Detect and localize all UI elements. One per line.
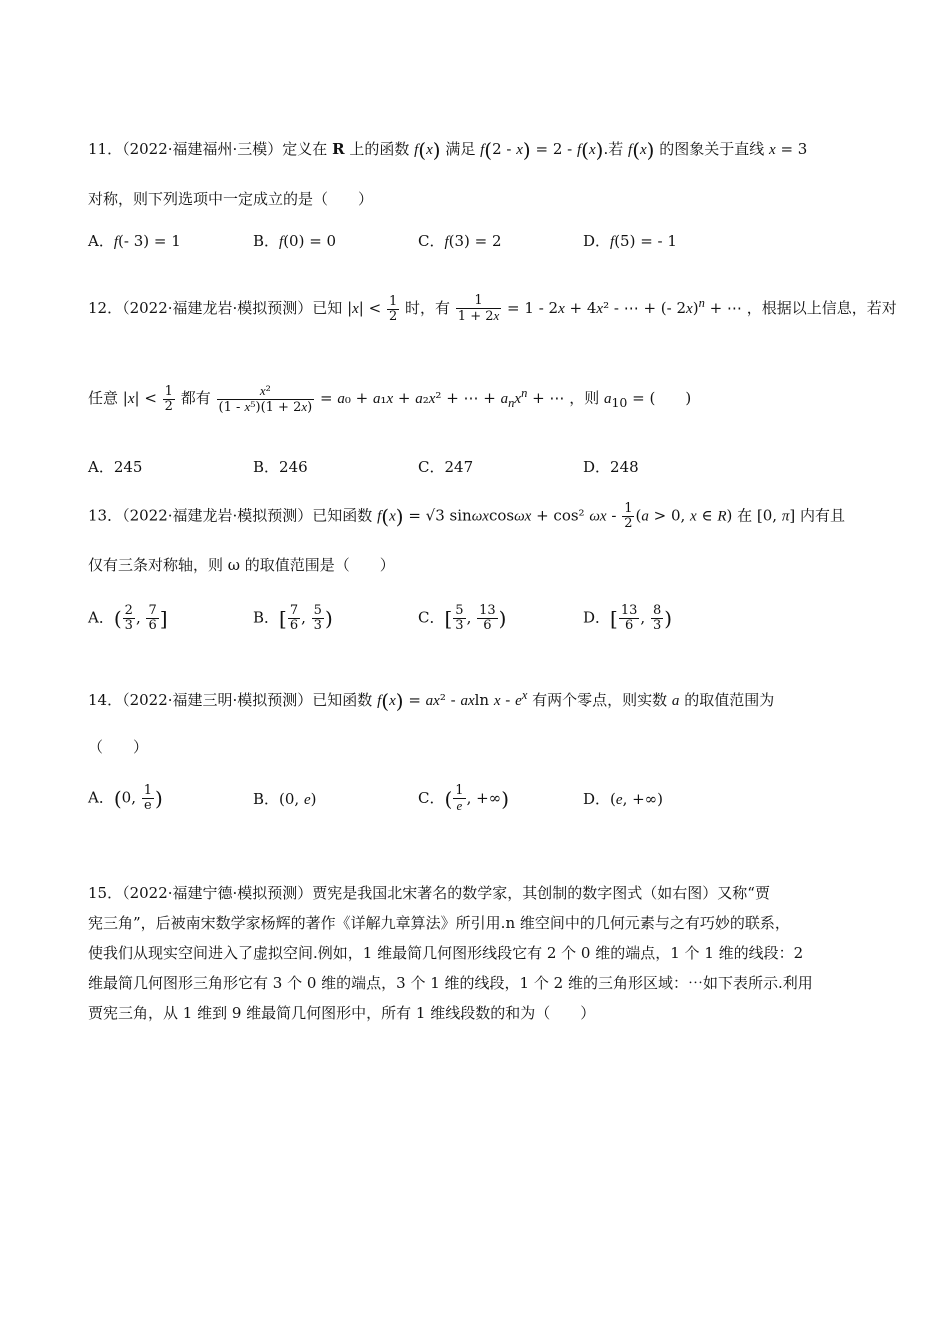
q15-line-2: 宪三角”，后被南宋数学家杨辉的著作《详解九章算法》所引用.n 维空间中的几何元素与之有巧妙的联系，	[88, 914, 790, 932]
q13-option-a: A．( $\frac{2}{3}$ , $\frac{7}{6}$ ]	[88, 603, 168, 633]
q13-option-c: C．[ $\frac{5}{3}$ , $\frac{13}{6}$ )	[418, 603, 507, 633]
q11-option-d: D．f(5) = - 1	[583, 232, 677, 250]
q12-option-b: B．246	[253, 458, 308, 476]
q14-option-a: A．(0, $\frac{1}{e}$ )	[88, 783, 163, 813]
q14-option-c: C．( $\frac{1}{e}$ , +∞)	[418, 783, 509, 813]
q11-option-c: C．f(3) = 2	[418, 232, 502, 250]
q13-stem-line2: 仅有三条对称轴，则 ω 的取值范围是（ ）	[88, 556, 395, 574]
q11-option-a: A．f(- 3) = 1	[88, 232, 181, 250]
q15-line-5: 贾宪三角，从 1 维到 9 维最简几何图形中，所有 1 维线段数的和为（ ）	[88, 1004, 596, 1022]
q11-prefix: 11．（2022·福建福州·三模）定义在	[88, 140, 333, 158]
q12-option-d: D．248	[583, 458, 639, 476]
q11-option-b: B．f(0) = 0	[253, 232, 337, 250]
q13-option-d: D．[ $\frac{13}{6}$ , $\frac{8}{3}$ )	[583, 603, 673, 633]
q11-stem-line2: 对称，则下列选项中一定成立的是（ ）	[88, 190, 374, 208]
q12-stem-line2: 任意 |x| < $\frac{1}{2}$ 都有 $\frac{\text{x²}}{\text{(1 - x⁵)(1 + 2x)}}$ = a₀ + a₁x + a₂x² + ⋯ + $a_nx^n$ + ⋯ ，则 $a_{10}$ = ( )	[88, 382, 692, 415]
q15-line-1: 15．（2022·福建宁德·模拟预测）贾宪是我国北宋著名的数学家，其创制的数字图式（如右图）又称“贾	[88, 884, 770, 902]
q14-option-b: B．(0, e)	[253, 790, 317, 808]
q12-option-c: C．247	[418, 458, 474, 476]
q14-stem-line2: （ ）	[88, 738, 149, 756]
q15-line-4: 维最简几何图形三角形它有 3 个 0 维的端点，3 个 1 维的线段，1 个 2 维的三角形区域：⋯如下表所示.利用	[88, 974, 813, 992]
q15-line-3: 使我们从现实空间进入了虚拟空间.例如，1 维最简几何图形线段它有 2 个 0 维的端点，1 个 1 维的线段：2	[88, 944, 804, 962]
q14-stem-line1: 14．（2022·福建三明·模拟预测）已知函数 f(x) = ax² - axln x - $e^x$ 有两个零点，则实数 a 的取值范围为	[88, 688, 775, 713]
q13-option-b: B．[ $\frac{7}{6}$ , $\frac{5}{3}$ )	[253, 603, 333, 633]
q14-option-d: D．(e, +∞)	[583, 790, 664, 808]
q12-option-a: A．245	[88, 458, 143, 476]
q13-stem-line1: 13．（2022·福建龙岩·模拟预测）已知函数 f(x) = √3 sinωxcosωx + cos² ωx - $\frac{1}{2}$ (a > 0, x ∈ R) 在 [0, π] 内有且	[88, 501, 845, 531]
q15-paragraph	[88, 878, 868, 1028]
q12-stem-line1: 12．（2022·福建龙岩·模拟预测）已知 |x| < $\frac{1}{2}$ 时，有 $\frac{1}{1 + 2x}$ = 1 - 2x + 4x² - ⋯ + (- 2x)$^n$ + ⋯ ，根据以上信息，若对	[88, 293, 897, 324]
q11-stem-line1: 11．（2022·福建福州·三模）定义在 R 上的函数 f(x) 满足 f(2 - x) = 2 - f(x).若 f(x) 的图象关于直线 x = 3	[88, 138, 808, 162]
